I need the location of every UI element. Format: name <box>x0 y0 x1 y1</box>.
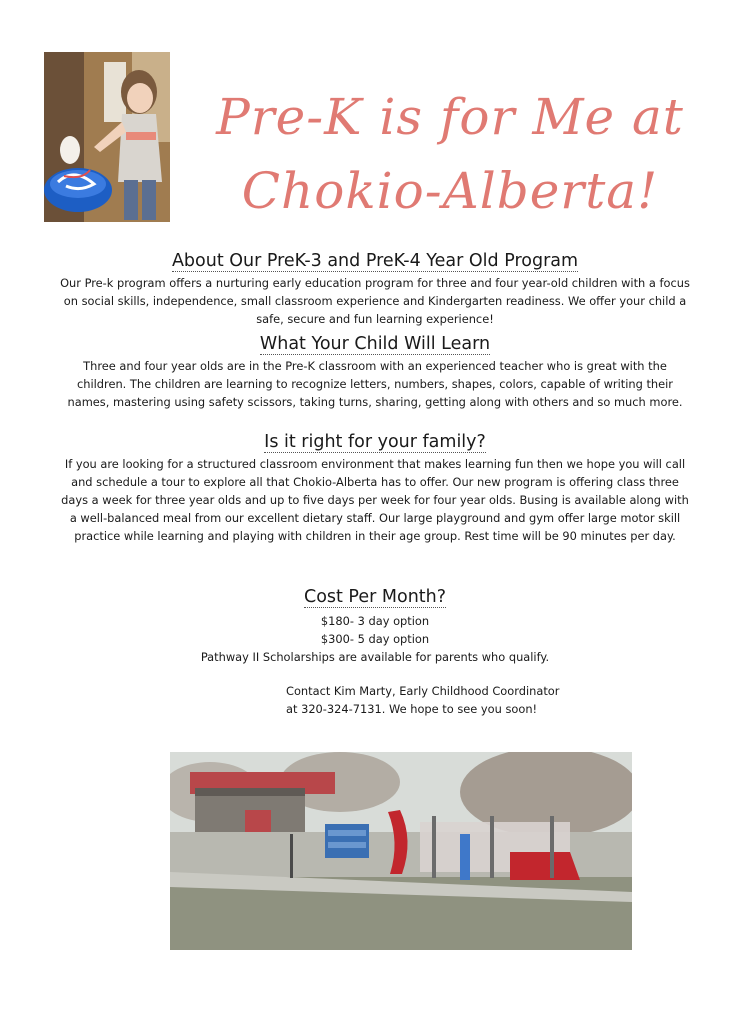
contact-info <box>286 682 606 718</box>
family-section <box>60 432 690 545</box>
learn-heading: What Your Child Will Learn <box>259 334 491 354</box>
cost-option-5-day: $300- 5 day option <box>320 632 430 646</box>
contact-line-1: Contact Kim Marty, Early Childhood Coordinator <box>286 684 560 698</box>
cost-section <box>60 587 690 666</box>
about-heading: About Our PreK-3 and PreK-4 Year Old Program <box>171 251 579 271</box>
child-photo <box>44 52 170 222</box>
scholarship-note: Pathway II Scholarships are available for parents who qualify. <box>200 650 550 664</box>
about-section <box>60 251 690 328</box>
contact-line-2: at 320-324-7131. We hope to see you soon! <box>286 702 538 716</box>
learn-text: Three and four year olds are in the Pre-K classroom with an experienced teacher who is great with the children. The children are learning to recognize letters, numbers, shapes, colors, capable of writing their names, mastering using safety scissors, taking turns, sharing, getting along with others and so much more. <box>67 359 683 409</box>
page-title <box>200 80 700 228</box>
playground-photo <box>170 752 632 950</box>
cost-heading: Cost Per Month? <box>303 587 447 607</box>
title-line-2: Chokio-Alberta! <box>241 162 659 220</box>
title-line-1: Pre-K is for Me at <box>216 88 684 146</box>
cost-option-3-day: $180- 3 day option <box>320 614 430 628</box>
family-heading: Is it right for your family? <box>264 432 486 452</box>
about-text: Our Pre-k program offers a nurturing early education program for three and four year-old children with a focus on social skills, independence, small classroom experience and Kindergarten readiness. We offer your child a safe, secure and fun learning experience! <box>60 276 690 326</box>
family-text: If you are looking for a structured classroom environment that makes learning fun then we hope you will call and schedule a tour to explore all that Chokio-Alberta has to offer. Our new program is offering class three days a week for three year olds and up to five days per week for four year olds. Busing is available along with a well-balanced meal from our excellent dietary staff. Our large playground and gym offer large motor skill practice while learning and playing with children in their age group. Rest time will be 90 minutes per day. <box>61 457 689 543</box>
learn-section <box>60 334 690 411</box>
